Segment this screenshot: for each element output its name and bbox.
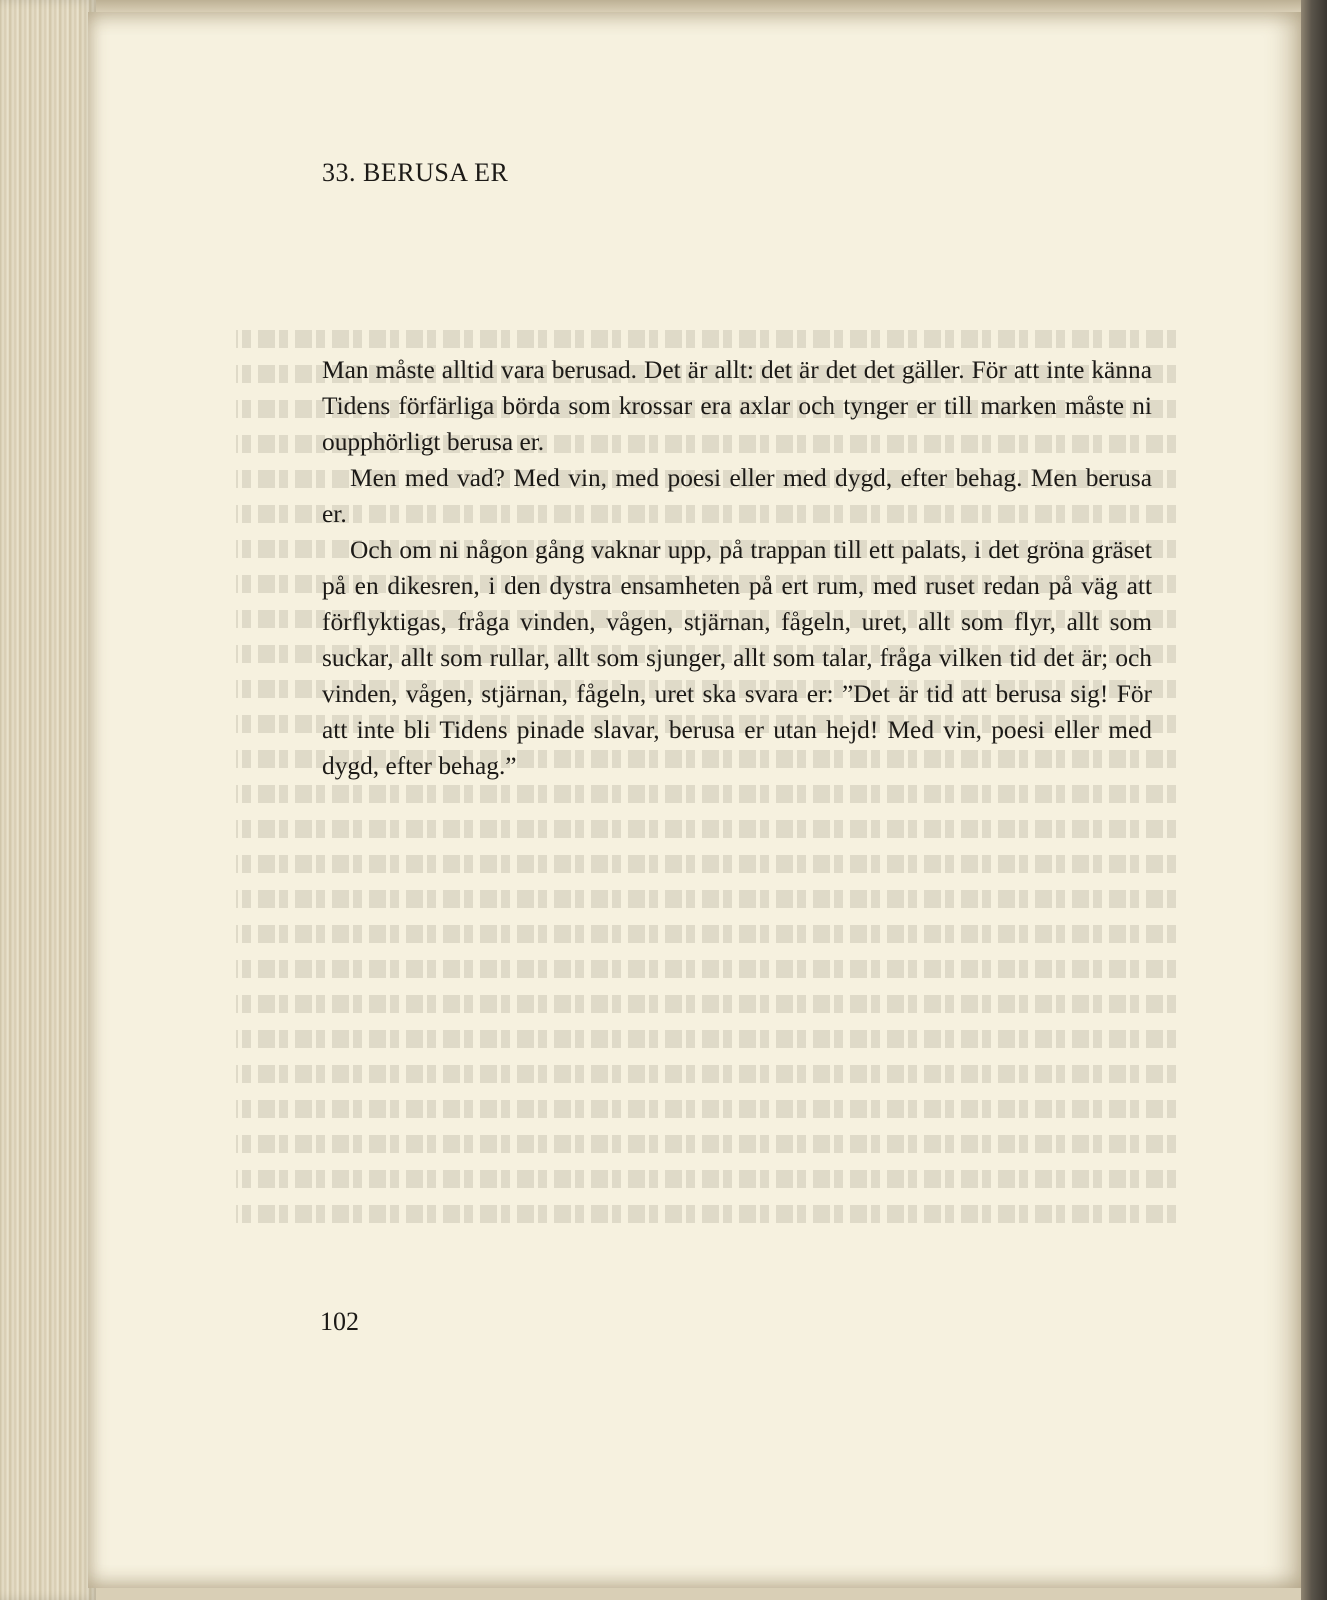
book-page bbox=[88, 12, 1301, 1588]
body-text bbox=[322, 352, 1152, 784]
page-number: 102 bbox=[320, 1307, 359, 1336]
paragraph-1: Man måste alltid vara berusad. Det är allt: det är det det gäller. För att inte känna Tidens förfärliga börda som krossar era axlar och tynger er till marken måste ni oupphörligt berusa er. bbox=[322, 356, 1152, 456]
book-binding bbox=[1301, 0, 1327, 1600]
paragraph-2: Men med vad? Med vin, med poesi eller med dygd, efter behag. Men berusa er. bbox=[322, 464, 1152, 528]
chapter-heading: 33. BERUSA ER bbox=[322, 158, 509, 187]
stacked-page-edges bbox=[0, 0, 96, 1600]
paragraph-3: Och om ni någon gång vaknar upp, på trappan till ett palats, i det gröna gräset på en dikesren, i den dystra ensamheten på ert rum, med ruset redan på väg att förflyktigas, fråga vinden, vågen, stjärnan, fågeln, uret, allt som flyr, allt som suckar, allt som rullar, allt som sjunger, allt som talar, fråga vilken tid det är; och vinden, vågen, stjärnan, fågeln, uret ska svara er: ”Det är tid att berusa sig! För att inte bli Tidens pinade slavar, berusa er utan hejd! Med vin, poesi eller med dygd, efter behag.” bbox=[322, 536, 1152, 780]
